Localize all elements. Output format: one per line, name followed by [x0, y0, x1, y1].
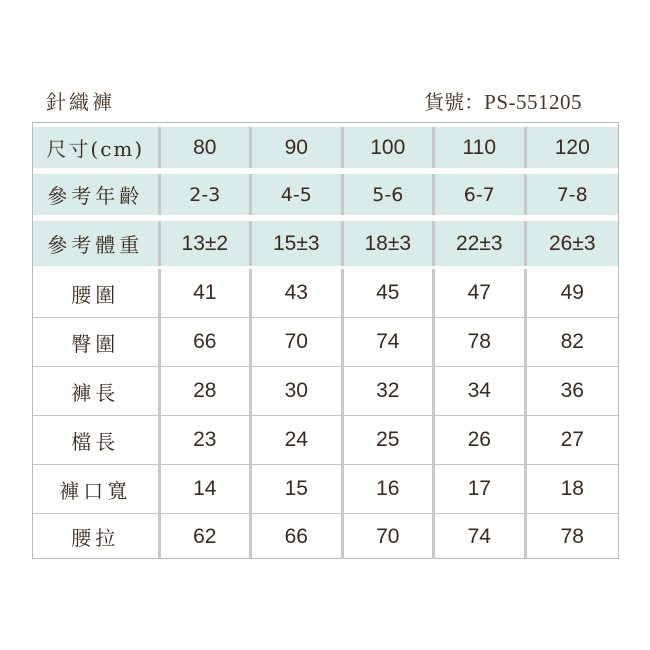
table-cell: 49 [560, 281, 584, 304]
table-cell: 74 [435, 514, 526, 559]
row-label: 臀圍 [33, 318, 161, 366]
age-row-label: 參考年齡 [33, 174, 161, 215]
table-cell: 43 [252, 269, 343, 317]
age-row [33, 174, 618, 215]
table-cell: 78 [435, 318, 526, 366]
row-label: 腰拉 [33, 514, 161, 559]
table-cell: 28 [161, 367, 252, 415]
table-cell: 70 [344, 514, 435, 559]
table-cell: 34 [435, 367, 526, 415]
table-row [33, 269, 618, 317]
age-cell: 4-5 [252, 174, 343, 215]
table-row [33, 318, 618, 366]
size-cell: 120 [527, 127, 618, 168]
table-cell: 23 [161, 416, 252, 464]
age-cell: 5-6 [344, 174, 435, 215]
age-cell: 7-8 [527, 174, 618, 215]
weight-cell: 15±3 [252, 221, 343, 266]
table-cell: 15 [252, 465, 343, 513]
table-cell: 82 [560, 330, 584, 353]
row-label: 腰圍 [33, 269, 161, 317]
weight-row [33, 221, 618, 266]
age-cell: 2-3 [161, 174, 252, 215]
weight-row-label: 參考體重 [33, 221, 161, 266]
table-cell: 24 [252, 416, 343, 464]
table-cell: 17 [435, 465, 526, 513]
age-cell: 6-7 [435, 174, 526, 215]
table-row [33, 465, 618, 513]
product-code-value: PS-551205 [484, 90, 582, 114]
table-cell: 62 [161, 514, 252, 559]
table-cell: 78 [560, 524, 584, 548]
table-cell: 16 [344, 465, 435, 513]
table-cell: 36 [560, 379, 584, 402]
product-name: 針織褲 [46, 90, 115, 114]
table-cell: 45 [344, 269, 435, 317]
product-code [424, 86, 582, 115]
weight-cell: 13±2 [161, 221, 252, 266]
table-row [33, 416, 618, 464]
row-label: 檔長 [33, 416, 161, 464]
table-cell: 18 [560, 477, 584, 500]
product-code-label: 貨號： [424, 90, 485, 114]
table-cell: 30 [252, 367, 343, 415]
table-cell: 25 [344, 416, 435, 464]
table-cell: 70 [252, 318, 343, 366]
size-row-label: 尺寸(cm) [33, 127, 161, 168]
table-cell: 66 [252, 514, 343, 559]
table-row [33, 367, 618, 415]
weight-cell: 22±3 [435, 221, 526, 266]
row-label: 褲口寬 [33, 465, 161, 513]
size-cell: 100 [344, 127, 435, 168]
table-cell: 66 [161, 318, 252, 366]
size-cell: 80 [161, 127, 252, 168]
table-cell: 14 [161, 465, 252, 513]
table-row [33, 514, 618, 559]
table-cell: 41 [161, 269, 252, 317]
row-label: 褲長 [33, 367, 161, 415]
weight-cell: 26±3 [527, 221, 618, 266]
table-cell: 26 [435, 416, 526, 464]
weight-cell: 18±3 [344, 221, 435, 266]
table-cell: 47 [435, 269, 526, 317]
table-cell: 27 [560, 428, 584, 451]
table-cell: 74 [344, 318, 435, 366]
size-row [33, 127, 618, 168]
table-cell: 32 [344, 367, 435, 415]
size-cell: 90 [252, 127, 343, 168]
size-cell: 110 [435, 127, 526, 168]
size-chart-table [32, 122, 619, 559]
